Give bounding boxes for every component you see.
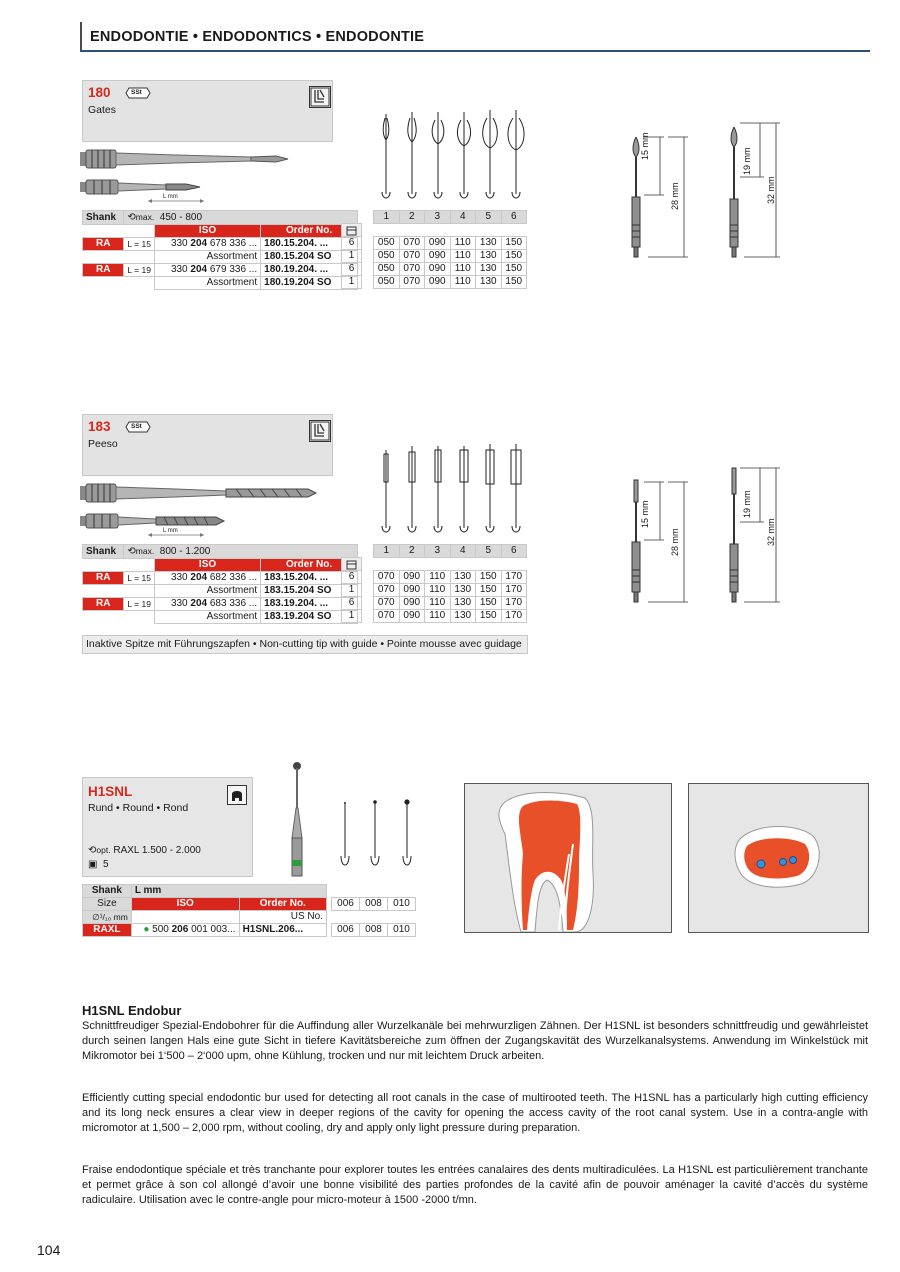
description-title: H1SNL Endobur <box>82 1003 182 1018</box>
size-tips-illustration <box>372 442 532 542</box>
product-183-table <box>82 544 358 624</box>
table-row: Assortment 183.15.204 SO <box>83 585 358 598</box>
table-row: RAXL ● 500 206 001 003... H1SNL.206... <box>83 924 327 937</box>
dim-label: 15 mm <box>640 500 650 528</box>
contra-angle-icon <box>309 420 331 442</box>
speed-cell: ⟲max. 450 - 800 <box>124 211 358 225</box>
product-number: 183 <box>88 419 111 434</box>
tooth-section-illustration <box>464 783 672 933</box>
size-table: 1 2 3 4 5 6 070 090 110 130 150 170 070 090 110 130 150 170 070 090 110 130 150 170 070 090 110 130 150 170 <box>373 544 527 623</box>
page-header-title: ENDODONTIE • ENDODONTICS • ENDODONTIE <box>90 29 425 45</box>
h1snl-box <box>82 777 253 877</box>
description-fr: Fraise endodontique spéciale et très tranchante pour explorer toutes les entrées canalaires des dents multiradiculées. La H1SNL est particulièrement tranchante et permet grâce à son col allongé d’avoir une bonne visibilité des parties profondes de la cavité afin de pouvoir aménager la cavité d’accès du système radiculaire. Utilisation avec le contre-angle pour micro-moteur à 1500 -2000 t/mn. <box>82 1164 868 1206</box>
page-number: 104 <box>37 1242 61 1258</box>
product-180-box <box>82 80 333 142</box>
speed-cell: ⟲max. 800 - 1.200 <box>124 545 358 559</box>
qty-column: 6 1 6 1 <box>341 236 362 289</box>
length-label: L mm <box>163 194 178 200</box>
product-183-box <box>82 414 333 476</box>
dim-label: 19 mm <box>742 147 752 175</box>
iso-header: ISO <box>154 225 260 238</box>
occlusal-view-illustration <box>688 783 869 933</box>
table-row: Assortment 180.19.204 SO <box>83 277 358 290</box>
dim-label: 32 mm <box>766 518 776 546</box>
rotation-icon: ⟲ <box>127 546 136 557</box>
instrument-dimension-drawing <box>620 460 790 610</box>
iso-header: ISO <box>154 559 260 572</box>
shank-header: Shank <box>83 211 124 225</box>
h1snl-bur-illustration <box>282 758 312 878</box>
size-table: 1 2 3 4 5 6 050 070 090 110 130 150 050 070 090 110 130 150 050 070 090 110 130 150 050 070 090 110 130 150 <box>373 210 527 289</box>
order-header: Order No. <box>261 225 358 238</box>
material-badge: SSt <box>125 421 151 433</box>
table-row: RA L = 15 330 204 682 336 ... 183.15.204. ... <box>83 572 358 585</box>
shank-header: Shank <box>83 545 124 559</box>
tip-note: Inaktive Spitze mit Führungszapfen • Non-cutting tip with guide • Pointe mousse avec guidage <box>82 635 528 654</box>
size-table: 006 008 010 006 008 010 <box>331 897 416 937</box>
product-name: Peeso <box>88 438 118 450</box>
contra-angle-icon <box>309 86 331 108</box>
round-head-icon <box>227 785 247 805</box>
qty-column: 6 1 6 1 <box>341 570 362 623</box>
order-header: Order No. <box>261 559 358 572</box>
size-tips-illustration <box>332 798 422 878</box>
length-label: L mm <box>163 528 178 534</box>
size-tips-illustration <box>372 108 532 208</box>
description-de: Schnittfreudiger Spezial-Endobohrer für die Auffindung aller Wurzelkanäle bei mehrwurzligen Zähnen. Der H1SNL ist besonders schnittfreudig und gewährleistet durch seinen langen Hals eine gute Sicht in tiefere Kavitätsbereiche zum öffnen der Zugangskavität des Wurzelkanalsystems. Anwendung im Winkelstück mit Mikromotor bei 1‘500 – 2‘000 upm, ohne Kühlung, trocken und nur mit leichtem Druck arbeiten. <box>82 1020 868 1062</box>
material-badge: SSt <box>125 87 151 99</box>
product-number: H1SNL <box>88 784 133 799</box>
table-row: Assortment 183.19.204 SO <box>83 611 358 624</box>
table-row: RA L = 19 330 204 679 336 ... 180.19.204. ... <box>83 264 358 277</box>
dim-label: 28 mm <box>670 528 680 556</box>
product-number: 180 <box>88 85 111 100</box>
package-icon <box>341 557 362 571</box>
pack-line: ▣ 5 <box>88 859 109 870</box>
package-icon: ▣ <box>88 859 98 870</box>
gates-drill-illustration <box>76 144 336 208</box>
h1snl-table: Shank L mm Size ISO Order No. ∅¹/₁₀ mm US No. RAXL ● 500 206 001 003... H1SNL.206... <box>82 884 327 937</box>
product-subtitle: Rund • Round • Rond <box>88 802 189 814</box>
table-row: RA L = 19 330 204 683 336 ... 183.19.204. ... <box>83 598 358 611</box>
page-header <box>80 22 870 52</box>
peeso-drill-illustration <box>76 478 336 542</box>
dim-label: 15 mm <box>640 132 650 160</box>
table-row: Assortment 180.15.204 SO <box>83 251 358 264</box>
package-icon <box>341 223 362 237</box>
rotation-icon: ⟲ <box>127 212 136 223</box>
product-name: Gates <box>88 104 117 116</box>
speed-line: ⟲opt. RAXL 1.500 - 2.000 <box>88 845 201 856</box>
dim-label: 19 mm <box>742 490 752 518</box>
product-180-table <box>82 210 358 290</box>
table-row: RA L = 15 330 204 678 336 ... 180.15.204. ... <box>83 238 358 251</box>
description-en: Efficiently cutting special endodontic bur used for detecting all root canals in the case of multirooted teeth. The H1SNL has a particularly high cutting efficiency and its long neck ensures a clear view in deeper regions of the cavity for opening the access cavity of the root canal system. Use in a contra-angle with micromotor at 1,500 – 2,000 rpm, without cooling, dry and apply only light pressure during preparation. <box>82 1092 868 1134</box>
dim-label: 32 mm <box>766 176 776 204</box>
rotation-icon: ⟲ <box>88 845 97 856</box>
dim-label: 28 mm <box>670 182 680 210</box>
